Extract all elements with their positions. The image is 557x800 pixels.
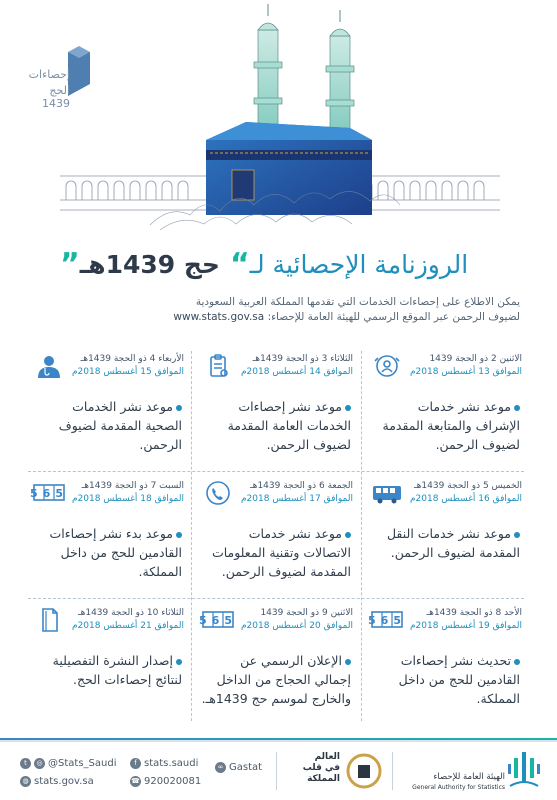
cell-date [241, 353, 353, 379]
calendar-cell [192, 599, 361, 725]
calendar-cell [23, 599, 192, 725]
heart-line-3: المملكة [307, 774, 340, 784]
cell-text [201, 524, 351, 581]
calendar-cell [361, 345, 530, 471]
gregorian-date: الموافق 21 أغسطس 2018م [71, 621, 184, 631]
footer-divider [392, 752, 393, 790]
bullet-dot [514, 532, 520, 538]
share-icon: ∞ [215, 762, 226, 773]
gregorian-date: الموافق 13 أغسطس 2018م [409, 367, 522, 377]
social-handle: Gastat [229, 762, 263, 773]
calendar-cell [23, 345, 192, 471]
calendar-cell [361, 472, 530, 598]
cell-date [241, 607, 353, 633]
cell-description: موعد بدء نشر إحصاءات القادمين للحج من داخل المملكة. [49, 526, 182, 579]
cell-description: موعد نشر الخدمات الصحية المقدمة لضيوف الرحمن. [58, 399, 182, 452]
title-hajj: حج 1439هـ [79, 249, 220, 279]
cell-description: موعد نشر خدمات الإشراف والمتابعة المقدمة لضيوف الرحمن. [382, 399, 520, 452]
phone-link[interactable] [130, 776, 201, 787]
counter-digits: 565 [368, 614, 406, 627]
hijri-date: الأحد 8 ذو الحجة 1439هـ [426, 608, 522, 618]
supervision-icon [371, 353, 403, 379]
gastat-name-en: General Authority for Statistics [412, 784, 505, 791]
bullet-dot [514, 405, 520, 411]
facebook-link[interactable] [130, 758, 198, 769]
hijri-date: الاثنين 2 ذو الحجة 1439 [429, 354, 522, 364]
calendar-cell [361, 599, 530, 725]
bullet-dot [514, 659, 520, 665]
counter-digits: 565 [30, 487, 68, 500]
gregorian-date: الموافق 14 أغسطس 2018م [240, 367, 353, 377]
heart-line-1: العالم [314, 752, 340, 762]
social-link[interactable] [215, 762, 262, 773]
cell-date [72, 353, 184, 379]
intro-text [80, 295, 520, 325]
bullet-dot [345, 405, 351, 411]
counter-digits: 565 [199, 614, 237, 627]
brand-line-2: الحج 1439 [42, 84, 70, 110]
page-title [60, 244, 520, 284]
cell-date [410, 353, 522, 379]
twitter-icon: t [20, 758, 31, 769]
cell-text [370, 397, 520, 454]
intro-line-1: يمكن الاطلاع على إحصاءات الخدمات التي تقدمها المملكة العربية السعودية [195, 296, 520, 308]
title-open-quote: “ [229, 246, 250, 282]
calendar-cell [23, 472, 192, 598]
bullet-dot [345, 532, 351, 538]
globe-icon: ◍ [20, 776, 31, 787]
calendar-cell [192, 345, 361, 471]
doctor-icon [33, 353, 65, 379]
brand-title [20, 50, 110, 110]
title-close-quote: ” [60, 246, 80, 282]
phone-number: 920020081 [144, 776, 202, 787]
footer [0, 740, 557, 800]
cell-text [370, 651, 520, 708]
website-text: stats.gov.sa [34, 776, 94, 787]
bus-icon [371, 480, 403, 506]
bullet-dot [176, 659, 182, 665]
bullet-dot [345, 659, 351, 665]
counter-icon [30, 480, 68, 506]
gregorian-date: الموافق 20 أغسطس 2018م [240, 621, 353, 631]
title-main: الروزنامة الإحصائية لـ [249, 249, 469, 279]
document-icon [33, 607, 65, 633]
phone-icon: ☎ [131, 777, 140, 785]
cell-date [72, 607, 184, 633]
cell-date [410, 607, 522, 633]
hijri-date: الاثنين 9 ذو الحجة 1439 [260, 608, 353, 618]
header-illustration [0, 0, 557, 230]
counter-icon [368, 607, 406, 633]
cell-description: الإعلان الرسمي عن إجمالي الحجاج من الداخل والخارج لموسم حج 1439هـ. [201, 653, 351, 706]
cell-description: تحديث نشر إحصاءات القادمين للحج من داخل المملكة. [398, 653, 520, 706]
hijri-date: الجمعة 6 ذو الحجة 1439هـ [250, 481, 353, 491]
brand-line-1: إحصاءات [28, 68, 70, 81]
gregorian-date: الموافق 15 أغسطس 2018م [71, 367, 184, 377]
intro-line-2-text: لضيوف الرحمن عبر الموقع الرسمي للهيئة العامة للإحصاء: [267, 311, 520, 323]
bullet-dot [176, 405, 182, 411]
counter-icon [199, 607, 237, 633]
gregorian-date: الموافق 17 أغسطس 2018م [240, 494, 353, 504]
intro-website-link[interactable]: www.stats.gov.sa [173, 311, 265, 323]
twitter-handle: @Stats_Saudi [48, 758, 117, 769]
cell-text [201, 397, 351, 454]
facebook-icon: f [130, 758, 141, 769]
hijri-date: الخميس 5 ذو الحجة 1439هـ [414, 481, 522, 491]
intro-line-2 [80, 310, 520, 325]
clipboard-icon [202, 353, 234, 379]
cell-description: موعد نشر خدمات النقل المقدمة لضيوف الرحمن. [386, 526, 520, 560]
cell-text [32, 524, 182, 581]
heart-line-2: في قلب [302, 763, 340, 773]
calendar-cell [192, 472, 361, 598]
cell-text [370, 524, 520, 562]
calendar-grid [22, 345, 530, 725]
cell-date [241, 480, 353, 506]
hijri-date: السبت 7 ذو الحجة 1439هـ [81, 481, 184, 491]
heart-of-kingdom-text [288, 752, 340, 785]
cell-description: إصدار النشرة التفصيلية لنتائج إحصاءات الحج. [52, 653, 182, 687]
hijri-date: الثلاثاء 3 ذو الحجة 1439هـ [252, 354, 353, 364]
cell-description: موعد نشر خدمات الاتصالات وتقنية المعلومات المقدمة لضيوف الرحمن. [211, 526, 351, 579]
gastat-name-ar: الهيئة العامة للإحصاء [433, 772, 505, 782]
cell-date [410, 480, 522, 506]
gregorian-date: الموافق 19 أغسطس 2018م [409, 621, 522, 631]
hijri-date: الأربعاء 4 ذو الحجة 1439هـ [80, 354, 184, 364]
heart-of-kingdom-logo [344, 750, 384, 792]
cell-description: موعد نشر إحصاءات الخدمات العامة المقدمة لضيوف الرحمن. [227, 399, 351, 452]
cell-text [32, 397, 182, 454]
phone-icon [202, 480, 234, 506]
bullet-dot [176, 532, 182, 538]
gregorian-date: الموافق 16 أغسطس 2018م [409, 494, 522, 504]
facebook-handle: stats.saudi [144, 758, 199, 769]
footer-divider [276, 752, 277, 790]
cell-text [201, 651, 351, 708]
gregorian-date: الموافق 18 أغسطس 2018م [71, 494, 184, 504]
website-link[interactable] [20, 776, 94, 787]
cell-date [72, 480, 184, 506]
twitter-link[interactable] [20, 758, 116, 769]
instagram-icon: ◎ [34, 758, 45, 769]
hijri-date: الثلاثاء 10 ذو الحجة 1439هـ [77, 608, 184, 618]
cell-text [32, 651, 182, 689]
gastat-logo [506, 748, 542, 792]
kaaba-illustration [0, 0, 557, 230]
